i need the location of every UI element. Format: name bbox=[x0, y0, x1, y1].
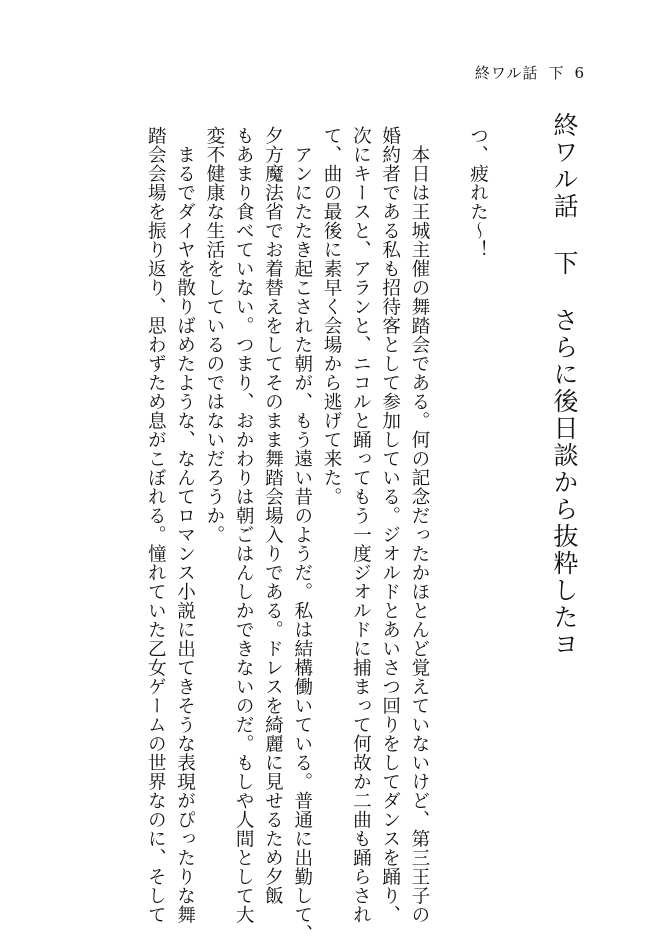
chapter-title-series: 終ワル話 bbox=[550, 112, 579, 220]
body-line: 変不健康な生活をしているのではないだろうか。 bbox=[203, 126, 225, 544]
chapter-title-subtitle: さらに後日談から抜粋したヨ bbox=[550, 307, 579, 658]
body-line: もあまり食べていない。つまり、おかわりは朝ごはんしかできないのだ。もしや人間として大 bbox=[233, 126, 255, 924]
running-header bbox=[475, 62, 585, 83]
body-line: つ、疲れた〜！ bbox=[467, 126, 489, 259]
body-line: アンにたたき起こされた朝が、もう遠い昔のようだ。私は結構働いている。普通に出勤して、 bbox=[291, 126, 313, 943]
header-volume: 下 bbox=[548, 64, 565, 82]
page-number: 6 bbox=[574, 64, 585, 82]
body-line: 婚約者である私も招待客として参加している。ジオルドとあいさつ回りをしてダンスを踊り、 bbox=[379, 126, 401, 924]
chapter-title bbox=[552, 112, 577, 658]
chapter-title-volume: 下 bbox=[550, 250, 579, 277]
body-line: 本日は王城主催の舞踏会である。何の記念だったかほとんど覚えていないけど、第三王子の bbox=[408, 126, 430, 924]
body-line: まるでダイヤを散りばめたような、なんてロマンス小説に出てきそうな表現がぴったりな舞 bbox=[174, 126, 196, 924]
body-line: て、曲の最後に素早く会場から逃げて来た。 bbox=[321, 126, 343, 506]
header-book-title: 終ワル話 bbox=[474, 64, 539, 82]
body-line: 次にキースと、アランと、ニコルと踊ってもう一度ジオルドに捕まって何故か二曲も踊らされ bbox=[350, 126, 372, 924]
body-line: 夕方魔法省でお着替えをしてそのまま舞踏会場入りである。ドレスを綺麗に見せるため夕飯 bbox=[262, 126, 284, 905]
body-line: 踏会会場を振り返り、思わずため息がこぼれる。憧れていた乙女ゲームの世界なのに、そして bbox=[145, 126, 167, 924]
